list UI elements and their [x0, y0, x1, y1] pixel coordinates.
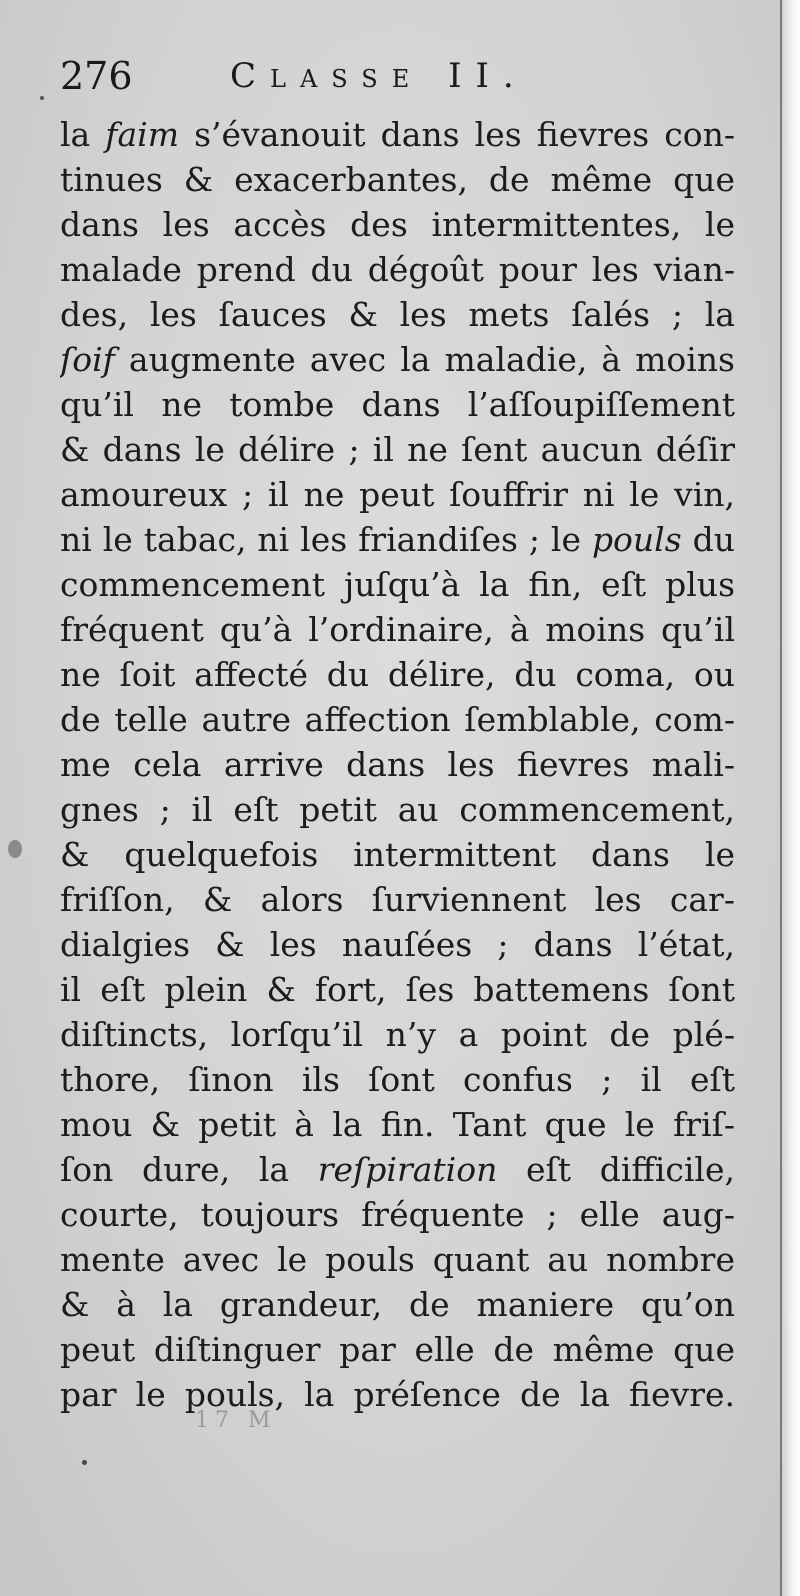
text-segment: tinues & exacerbantes, de même que [60, 160, 735, 199]
text-line [60, 1102, 735, 1147]
text-segment: me cela arrive dans les fievres mali- [60, 745, 735, 784]
running-title: Classe II. [230, 56, 528, 96]
italic-term: ſoif [60, 340, 115, 379]
text-segment: courte, toujours fréquente ; elle aug- [60, 1195, 735, 1234]
text-line [60, 1057, 735, 1102]
text-line [60, 787, 735, 832]
page-number: 276 [60, 54, 133, 98]
text-line [60, 157, 735, 202]
text-segment: mente avec le pouls quant au nombre [60, 1240, 735, 1279]
text-segment: du [681, 520, 735, 559]
running-head [60, 52, 580, 102]
text-line [60, 652, 735, 697]
text-segment: qu’il ne tombe dans l’aſſoupiſſement [60, 385, 735, 424]
text-line [60, 562, 735, 607]
text-segment: il eſt plein & fort, ſes battemens ſont [60, 970, 735, 1009]
text-line [60, 292, 735, 337]
text-segment: ne ſoit affecté du délire, du coma, ou [60, 655, 735, 694]
text-line [60, 1147, 735, 1192]
text-segment: des, les ſauces & les mets ſalés ; la [60, 295, 735, 334]
text-line [60, 382, 735, 427]
text-line [60, 1237, 735, 1282]
italic-term: faim [105, 115, 180, 154]
text-line [60, 1012, 735, 1057]
text-line [60, 517, 735, 562]
page-edge-margin [780, 0, 800, 1596]
text-segment: ſon dure, la [60, 1150, 318, 1189]
text-segment: & à la grandeur, de maniere qu’on [60, 1285, 735, 1324]
text-segment: par le pouls, la préſence de la fievre. [60, 1375, 735, 1414]
text-line [60, 922, 735, 967]
text-line [60, 1282, 735, 1327]
text-line [60, 427, 735, 472]
text-line [60, 247, 735, 292]
text-line [60, 1192, 735, 1237]
text-segment: dialgies & les nauſées ; dans l’état, [60, 925, 735, 964]
text-line [60, 697, 735, 742]
body-text [60, 112, 735, 1417]
text-segment: commencement juſqu’à la fin, eſt plus [60, 565, 735, 604]
text-line [60, 337, 735, 382]
text-line [60, 1327, 735, 1372]
paper-speck [40, 96, 44, 100]
text-segment: & quelquefois intermittent dans le [60, 835, 735, 874]
text-line [60, 877, 735, 922]
italic-term: pouls [591, 520, 682, 559]
text-segment: gnes ; il eſt petit au commencement, [60, 790, 735, 829]
text-line [60, 742, 735, 787]
signature-mark: 17 M [195, 1408, 277, 1433]
text-line [60, 112, 735, 157]
text-segment: thore, ſinon ils ſont confus ; il eſt [60, 1060, 735, 1099]
paper-speck [82, 1460, 87, 1465]
text-segment: dans les accès des intermittentes, le [60, 205, 735, 244]
page-edge-line [780, 0, 782, 1596]
text-line [60, 607, 735, 652]
text-line [60, 832, 735, 877]
text-line [60, 202, 735, 247]
text-segment: augmente avec la maladie, à moins [114, 340, 735, 379]
text-line [60, 967, 735, 1012]
text-segment: & dans le délire ; il ne ſent aucun déſir [60, 430, 735, 469]
text-segment: mou & petit à la fin. Tant que le friſ- [60, 1105, 735, 1144]
text-segment: fréquent qu’à l’ordinaire, à moins qu’il [60, 610, 735, 649]
text-segment: diſtincts, lorſqu’il n’y a point de plé- [60, 1015, 735, 1054]
text-segment: friſſon, & alors ſurviennent les car- [60, 880, 735, 919]
text-segment: peut diſtinguer par elle de même que [60, 1330, 735, 1369]
paper-speck [8, 840, 22, 858]
text-segment: ni le tabac, ni les friandiſes ; le [60, 520, 592, 559]
text-segment: la [60, 115, 106, 154]
text-segment: amoureux ; il ne peut ſouffrir ni le vin, [60, 475, 735, 514]
text-segment: malade prend du dégoût pour les vian- [60, 250, 735, 289]
text-segment: s’évanouit dans les fievres con- [179, 115, 735, 154]
text-segment: eſt difficile, [497, 1150, 735, 1189]
text-line [60, 472, 735, 517]
text-segment: de telle autre affection ſemblable, com- [60, 700, 735, 739]
text-line [60, 1372, 735, 1417]
italic-term: reſpiration [317, 1150, 498, 1189]
